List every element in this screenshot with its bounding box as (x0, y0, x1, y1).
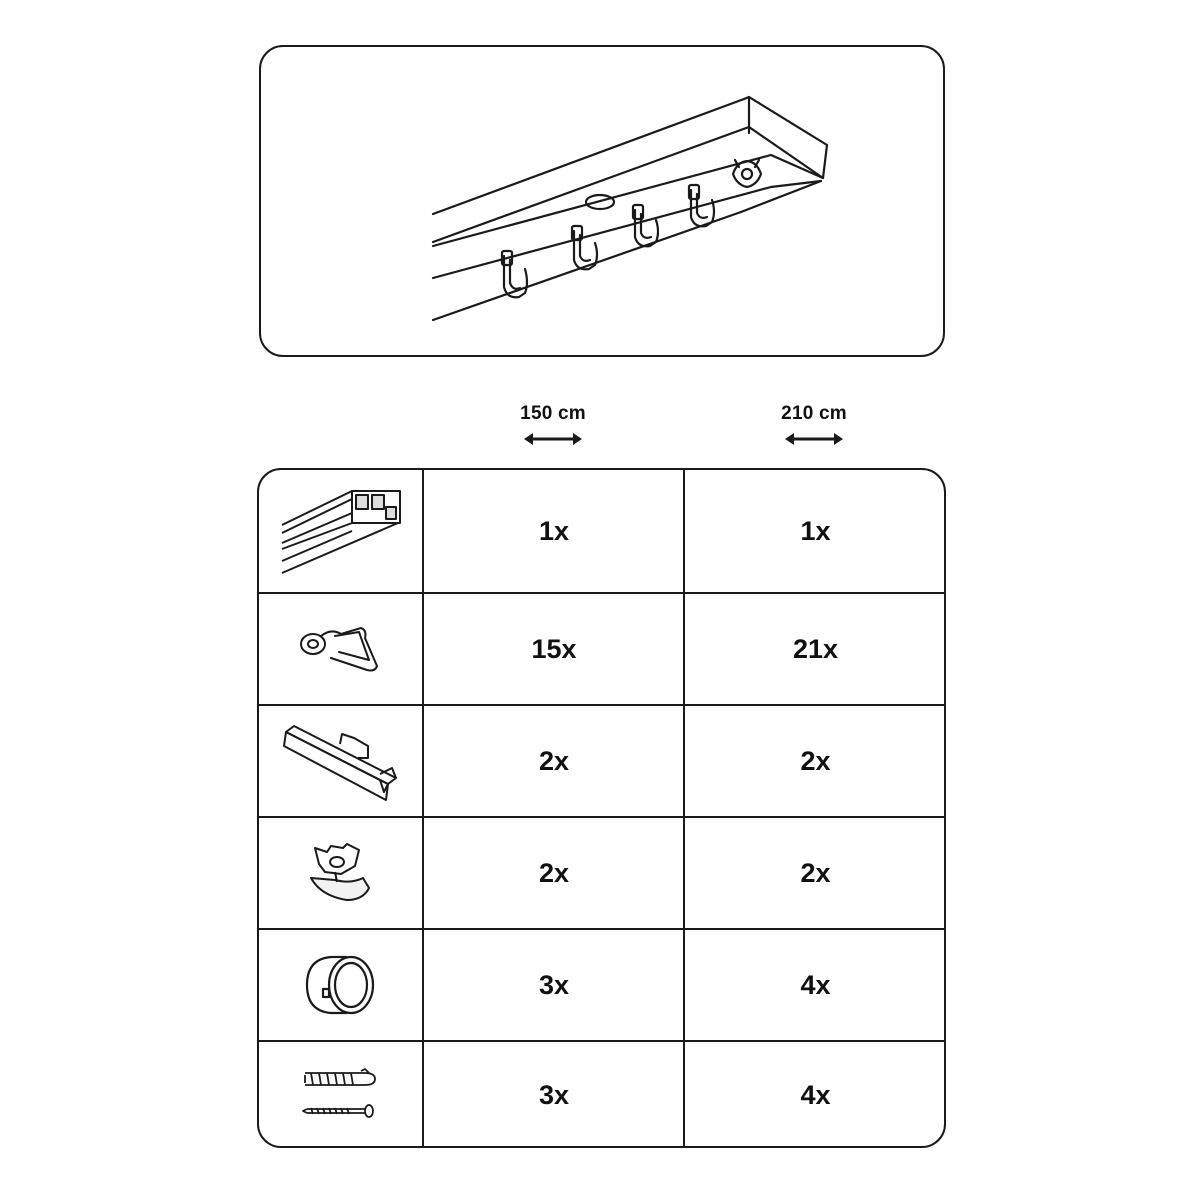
assembled-rail-illustration (259, 45, 945, 357)
quantity-150: 3x (538, 969, 570, 1000)
wing-nut-stopper-icon (259, 818, 422, 928)
length-label: 150 cm (520, 403, 586, 424)
parts-table (257, 468, 946, 1148)
double-arrow-icon (785, 431, 843, 447)
quantity-210: 21x (792, 633, 839, 664)
quantity-210: 4x (800, 1079, 831, 1110)
quantity-150: 3x (538, 1079, 570, 1110)
table-row (259, 818, 944, 928)
double-arrow-icon (524, 431, 582, 447)
column-header-210 (734, 403, 894, 447)
table-row (259, 1042, 944, 1148)
quantity-150: 1x (538, 515, 570, 546)
table-row (259, 706, 944, 816)
quantity-150: 15x (531, 633, 577, 664)
column-header-150 (473, 403, 633, 447)
quantity-150: 2x (538, 745, 570, 776)
table-row (259, 930, 944, 1040)
length-label: 210 cm (781, 403, 847, 424)
dowel-screw-icon (259, 1042, 422, 1148)
quantity-210: 4x (800, 969, 831, 1000)
table-row (259, 594, 944, 704)
table-row (259, 470, 944, 592)
end-cap-icon (259, 706, 422, 816)
wing-nut-stopper-icon (733, 160, 761, 187)
curtain-rail-icon (261, 47, 947, 359)
ring-icon (259, 930, 422, 1040)
quantity-210: 2x (800, 857, 831, 888)
glider-hook-icon (259, 594, 422, 704)
rail-profile-icon (259, 470, 422, 592)
quantity-210: 2x (800, 745, 831, 776)
quantity-150: 2x (538, 857, 570, 888)
quantity-210: 1x (800, 515, 831, 546)
